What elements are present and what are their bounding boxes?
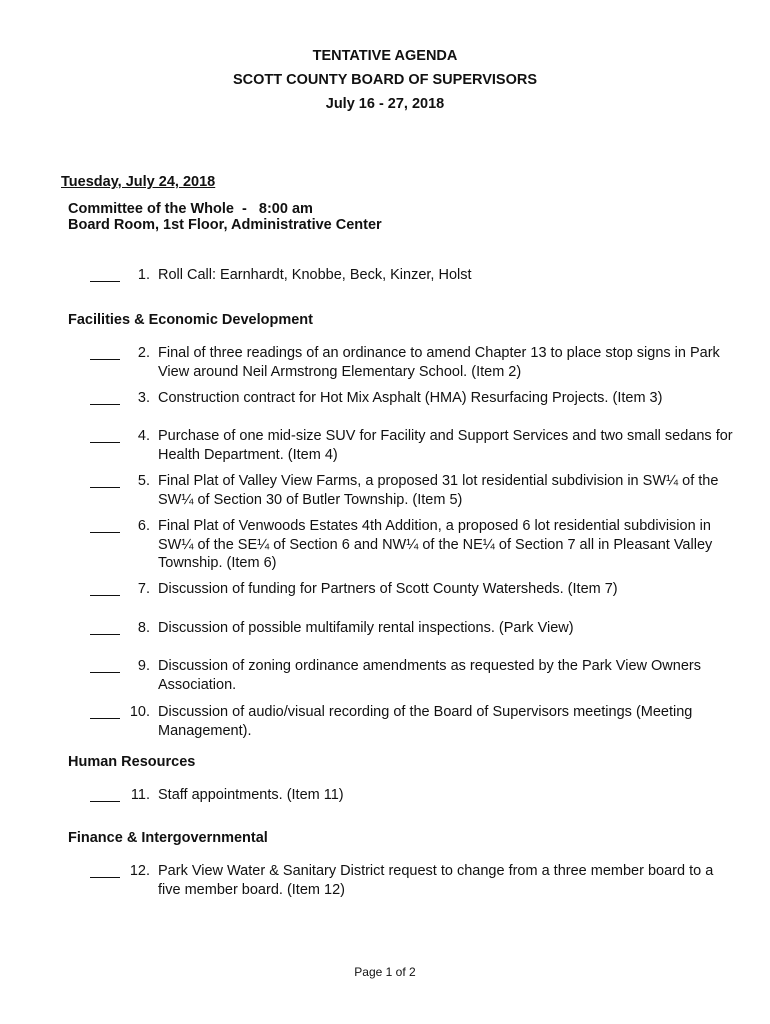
item-number: 7.: [137, 581, 150, 597]
item-number: 10.: [129, 704, 150, 720]
item-text: Park View Water & Sanitary District request to change from a three member board to a five member board. (Item 12): [158, 863, 714, 898]
check-blank: [90, 281, 120, 282]
agenda-header: [0, 44, 770, 116]
meeting-date: Tuesday, July 24, 2018: [61, 174, 216, 190]
item-text: Final of three readings of an ordinance to amend Chapter 13 to place stop signs in Park View around Neil Armstrong Elementary School. (Item 2): [158, 345, 720, 380]
section-human-resources: Human Resources: [68, 754, 196, 770]
check-blank: [90, 532, 120, 533]
check-blank: [90, 634, 120, 635]
item-number: 3.: [137, 390, 150, 406]
item-number: 11.: [130, 787, 150, 803]
agenda-dates: July 16 - 27, 2018: [325, 96, 445, 112]
item-text: Discussion of audio/visual recording of the Board of Supervisors meetings (Meeting Management).: [158, 704, 693, 739]
item-text: Discussion of funding for Partners of Scott County Watersheds. (Item 7): [158, 581, 618, 597]
item-number: 1.: [137, 267, 150, 283]
item-number: 12.: [129, 863, 150, 879]
item-text: Final Plat of Valley View Farms, a proposed 31 lot residential subdivision in SW¼ of the SW¼ of Section 30 of Butler Township. (Item 5): [158, 473, 719, 508]
page-number: Page 1 of 2: [354, 965, 416, 979]
board-name: SCOTT COUNTY BOARD OF SUPERVISORS: [233, 72, 537, 88]
check-blank: [90, 718, 120, 719]
check-blank: [90, 487, 120, 488]
section-finance: Finance & Intergovernmental: [68, 830, 268, 846]
item-text: Discussion of zoning ordinance amendments as requested by the Park View Owners Association.: [158, 658, 701, 693]
item-text: Final Plat of Venwoods Estates 4th Addition, a proposed 6 lot residential subdivision in SW¼ of the SE¼ of Section 6 and NW¼ of the NE¼ of Section 7 all in Pleasant Valley Township. (Item 6): [158, 518, 713, 571]
check-blank: [90, 442, 120, 443]
item-text: Discussion of possible multifamily rental inspections. (Park View): [158, 620, 574, 636]
check-blank: [90, 801, 120, 802]
check-blank: [90, 595, 120, 596]
meeting-session: Committee of the Whole - 8:00 am: [68, 201, 313, 217]
check-blank: [90, 404, 120, 405]
item-text: Purchase of one mid-size SUV for Facility and Support Services and two small sedans for Health Department. (Item 4): [158, 428, 733, 463]
check-blank: [90, 359, 120, 360]
check-blank: [90, 877, 120, 878]
item-number: 8.: [137, 620, 150, 636]
meeting-location: Board Room, 1st Floor, Administrative Center: [68, 217, 382, 233]
meeting-info: [68, 201, 382, 233]
item-text: Staff appointments. (Item 11): [158, 787, 344, 803]
agenda-title: TENTATIVE AGENDA: [312, 48, 458, 64]
item-number: 2.: [137, 345, 150, 361]
item-number: 9.: [137, 658, 150, 674]
item-text: Roll Call: Earnhardt, Knobbe, Beck, Kinzer, Holst: [158, 267, 472, 283]
item-text: Construction contract for Hot Mix Asphalt (HMA) Resurfacing Projects. (Item 3): [158, 390, 663, 406]
section-facilities: Facilities & Economic Development: [68, 312, 313, 328]
item-number: 6.: [137, 518, 150, 534]
item-number: 5.: [137, 473, 150, 489]
item-number: 4.: [137, 428, 150, 444]
check-blank: [90, 672, 120, 673]
